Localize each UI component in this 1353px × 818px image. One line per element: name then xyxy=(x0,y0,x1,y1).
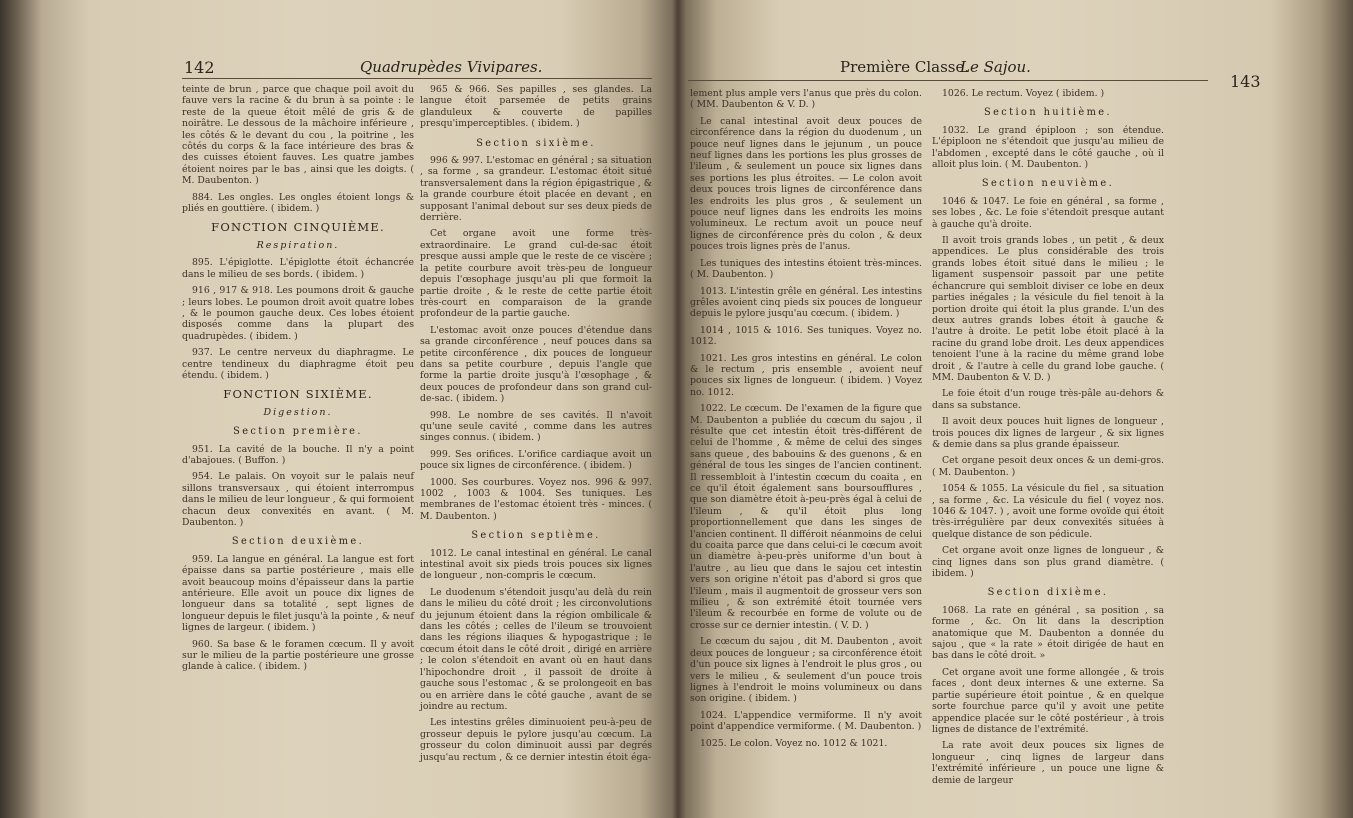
paragraph: 959. La langue en général. La langue est fort épaisse dans sa partie postérieure , mais elle avoit beaucoup moins d'épaisseur dans la partie antérieure. Elle avoit un pouce dix lignes de longueur dans sa totalité , sept lignes de longueur depuis le filet jusqu'à la pointe , & neuf lignes de largeur. ( ibidem. ) xyxy=(182,553,414,634)
paragraph: 1022. Le cœcum. De l'examen de la figure que M. Daubenton a publiée du cœcum du sajou , il résulte que cet intestin étoit très-différent de celui de l'homme , & même de celui des singes sans queue , des babouins & des guenons , & en général de tous les singes de l'ancien continent. Il ressembloit à l'intestin cœcum du coaita , en ce qu'il étoit également sans boursoufflures , que son diamètre étoit à-peu-près égal à celui de l'ileum , & qu'il étoit plus long proportionnellement que dans les singes de l'ancien continent. Il différoit néanmoins de celui du coaita parce que dans celui-ci le cœcum avoit un diamètre à-peu-près uniforme d'un bout à l'autre , au lieu que dans le sajou cet intestin vers son origine n'étoit pas d'abord si gros que l'ileum , mais il augmentoit de grosseur vers son milieu , & son extrémité étoit tournée vers l'ileum & recourbée en forme de volute ou de crosse sur ce dernier intestin. ( V. D. ) xyxy=(690,403,922,631)
section-heading: FONCTION SIXIÈME. xyxy=(223,387,373,402)
running-title: Quadrupèdes Vivipares. xyxy=(360,58,543,76)
section-heading: Digestion. xyxy=(263,406,333,418)
right-column-1 xyxy=(690,88,922,754)
paragraph: 1068. La rate en général , sa position , sa forme , &c. On lit dans la description anatomique que M. Daubenton a donnée du sajou , que « la rate » étoit dirigée de haut en bas dans le côté droit. » xyxy=(932,604,1164,662)
paragraph: Le cœcum du sajou , dit M. Daubenton , avoit deux pouces de longueur ; sa circonférence étoit d'un pouce six lignes à l'endroit le plus gros , ou vers le milieu , & seulement d'un pouce trois lignes à l'endroit le moins volumineux ou dans son origine. ( ibidem. ) xyxy=(690,636,922,705)
paragraph: 937. Le centre nerveux du diaphragme. Le centre tendineux du diaphragme étoit peu étendu. ( ibidem. ) xyxy=(182,347,414,381)
paragraph: 895. L'épiglotte. L'épiglotte étoit échancrée dans le milieu de ses bords. ( ibidem. ) xyxy=(182,257,414,280)
paragraph: 1013. L'intestin grêle en général. Les intestins grêles avoient cinq pieds six pouces de longueur depuis le pylore jusqu'au cœcum. ( ibidem. ) xyxy=(690,285,922,320)
paragraph: Le duodenum s'étendoit jusqu'au delà du rein dans le milieu du côté droit ; les circonvolutions du jejunum étoient dans la région ombilicale & dans les côtés ; celles de l'ileum se trouvoient dans les régions iliaques & hypogastrique ; le cœcum étoit dans le côté droit , dirigé en arrière ; le colon s'étendoit en avant où en haut dans l'hipochondre droit , il passoit de droite à gauche sous l'estomac , & se prolongeoit en bas ou en arrière dans le côté gauche , avant de se joindre au rectum. xyxy=(420,586,652,712)
left-page xyxy=(0,0,676,818)
paragraph: 1046 & 1047. Le foie en général , sa forme , ses lobes , &c. Le foie s'étendoit presque autant à gauche qu'à droite. xyxy=(932,195,1164,230)
paragraph: Les tuniques des intestins étoient très-minces. ( M. Daubenton. ) xyxy=(690,257,922,281)
right-column-2 xyxy=(932,88,1164,791)
paragraph: 1026. Le rectum. Voyez ( ibidem. ) xyxy=(942,88,1105,99)
paragraph: 1025. Le colon. Voyez no. 1012 & 1021. xyxy=(700,737,888,749)
paragraph: L'estomac avoit onze pouces d'étendue dans sa grande circonférence , neuf pouces dans sa petite circonférence , dix pouces de longueur dans sa petite courbure , depuis l'angle que forme la partie droite jusqu'à l'œsophage , & deux pouces de profondeur dans son grand cul-de-sac. ( ibidem. ) xyxy=(420,324,652,405)
paragraph: Cet organe avoit une forme très-extraordinaire. Le grand cul-de-sac étoit presque aussi ample que le reste de ce viscère ; la petite courbure avoit très-peu de longueur depuis l'œsophage jusqu'au pli que formoit la partie droite , & le reste de cette partie étoit très-court en comparaison de la grande profondeur de la partie gauche. xyxy=(420,228,652,320)
paragraph: 954. Le palais. On voyoit sur le palais neuf sillons transversaux , qui étoient interrompus dans le milieu de leur longueur , & qui formoient chacun deux convexités en avant. ( M. Daubenton. ) xyxy=(182,471,414,528)
paragraph: 1024. L'appendice vermiforme. Il n'y avoit point d'appendice vermiforme. ( M. Daubenton. ) xyxy=(690,709,922,733)
paragraph: 1054 & 1055. La vésicule du fiel , sa situation , sa forme , &c. La vésicule du fiel ( voyez nos. 1046 & 1047. ) , avoit une forme ovoïde qui étoit très-irrégulière par deux convexités situées à quelque distance de son pédicule. xyxy=(932,483,1164,540)
paragraph: 965 & 966. Ses papilles , ses glandes. La langue étoit parsemée de petits grains glanduleux & couverte de papilles presqu'imperceptibles. ( ibidem. ) xyxy=(420,84,652,130)
running-title-class: Première Classe. xyxy=(840,58,970,76)
paragraph: 1000. Ses courbures. Voyez nos. 996 & 997. 1002 , 1003 & 1004. Ses tuniques. Les membranes de l'estomac étoient très - minces. ( M. Daubenton. ) xyxy=(420,476,652,522)
paragraph: teinte de brun , parce que chaque poil avoit du fauve vers la racine & du brun à sa pointe : le reste de la queue étoit mêlé de gris & de noirâtre. Le dessous de la mâchoire inférieure , les côtés & le devant du cou , la poitrine , les côtés du corps & la face intérieure des bras & des cuisses étoient fauves. Les quatre jambes étoient noires par le bas , ainsi que les doigts. ( M. Daubenton. ) xyxy=(182,84,414,187)
section-heading: Section neuvième. xyxy=(981,178,1115,190)
left-column-1 xyxy=(182,84,414,678)
paragraph: 1021. Les gros intestins en général. Le colon & le rectum , pris ensemble , avoient neuf pouces six lignes de longueur. ( ibidem. ) Voyez no. 1012. xyxy=(690,352,922,398)
header-rule xyxy=(182,78,652,79)
page-number: 142 xyxy=(184,58,215,77)
paragraph: La rate avoit deux pouces six lignes de longueur , cinq lignes de largeur dans l'extrémité inférieure , un pouce une ligne & demie de largeur xyxy=(932,740,1164,786)
section-heading: Section huitième. xyxy=(983,107,1112,119)
paragraph: Il avoit trois grands lobes , un petit , & deux appendices. Le plus considérable des trois grands lobes étoit situé dans le milieu ; le ligament suspensoir passoit par une petite échancrure qui sembloit diviser ce lobe en deux parties inégales ; la vésicule du fiel tenoit à la portion droite qui étoit la plus grande. L'un des deux autres grands lobes étoit à gauche & l'autre à droite. Le petit lobe étoit placé à la racine du grand lobe droit. Les deux appendices tenoient l'une à la racine du même grand lobe droit , & l'autre à celle du grand lobe gauche. ( MM. Daubenton & V. D. ) xyxy=(932,235,1164,383)
page-number: 143 xyxy=(1230,72,1261,91)
paragraph: Le foie étoit d'un rouge très-pâle au-dehors & dans sa substance. xyxy=(932,388,1164,411)
section-heading: Section sixième. xyxy=(476,137,596,149)
running-title-species: Le Sajou. xyxy=(960,58,1031,76)
paragraph: 996 & 997. L'estomac en général ; sa situation , sa forme , sa grandeur. L'estomac étoit situé transversalement dans la région épigastrique , & la grande courbure étoit placée en devant , en supposant l'animal debout sur ses deux pieds de derrière. xyxy=(420,155,652,224)
section-heading: Respiration. xyxy=(256,239,340,251)
paragraph: Le canal intestinal avoit deux pouces de circonférence dans la région du duodenum , un pouce neuf lignes dans le jejunum , un pouce neuf lignes dans les portions les plus grosses de l'ileum , & seulement un pouce six lignes dans ses portions les plus étroites. — Le colon avoit deux pouces trois lignes de circonférence dans les endroits les plus gros , & seulement un pouce neuf lignes dans les endroits les moins volumineux. Le rectum avoit un pouce neuf lignes de circonférence près du colon , & deux pouces trois lignes près de l'anus. xyxy=(690,115,922,253)
right-page xyxy=(678,0,1353,818)
paragraph: 998. Le nombre de ses cavités. Il n'avoit qu'une seule cavité , comme dans les autres singes connus. ( ibidem. ) xyxy=(420,409,652,444)
section-heading: Section deuxième. xyxy=(231,536,365,548)
paragraph: 916 , 917 & 918. Les poumons droit & gauche ; leurs lobes. Le poumon droit avoit quatre lobes , & le poumon gauche deux. Ces lobes étoient disposés comme dans la plupart des quadrupèdes. ( ibidem. ) xyxy=(182,285,414,342)
paragraph: lement plus ample vers l'anus que près du colon. ( MM. Daubenton & V. D. ) xyxy=(690,88,922,111)
section-heading: Section septième. xyxy=(471,530,601,542)
paragraph: 1032. Le grand épiploon ; son étendue. L'épiploon ne s'étendoit que jusqu'au milieu de l'abdomen , excepté dans le côté gauche , où il alloit plus loin. ( M. Daubenton. ) xyxy=(932,124,1164,171)
paragraph: 1012. Le canal intestinal en général. Le canal intestinal avoit six pieds trois pouces six lignes de longueur , non-compris le cœcum. xyxy=(420,547,652,582)
left-column-2 xyxy=(420,84,652,768)
paragraph: Les intestins grêles diminuoient peu-à-peu de grosseur depuis le pylore jusqu'au cœcum. La grosseur du colon diminuoit aussi par degrés jusqu'au rectum , & ce dernier intestin étoit éga- xyxy=(420,717,652,763)
paragraph: 1014 , 1015 & 1016. Ses tuniques. Voyez no. 1012. xyxy=(690,324,922,348)
section-heading: FONCTION CINQUIÈME. xyxy=(211,220,385,235)
paragraph: 999. Ses orifices. L'orifice cardiaque avoit un pouce six lignes de circonférence. ( ibidem. ) xyxy=(420,448,652,472)
section-heading: Section première. xyxy=(233,426,363,438)
paragraph: Cet organe avoit une forme allongée , & trois faces , dont deux internes & une externe. Sa partie supérieure étoit pointue , & en quelque sorte fourchue parce qu'il y avoit une petite appendice placée sur le côté postérieur , à trois lignes de distance de l'extrémité. xyxy=(932,666,1164,735)
header-rule xyxy=(688,80,1208,81)
section-heading: Section dixième. xyxy=(987,587,1109,599)
paragraph: 960. Sa base & le foramen cœcum. Il y avoit sur le milieu de la partie postérieure une grosse glande à calice. ( ibidem. ) xyxy=(182,638,414,673)
paragraph: Cet organe avoit onze lignes de longueur , & cinq lignes dans son plus grand diamètre. ( ibidem. ) xyxy=(932,545,1164,580)
paragraph: Cet organe pesoit deux onces & un demi-gros. ( M. Daubenton. ) xyxy=(932,455,1164,478)
paragraph: 951. La cavité de la bouche. Il n'y a point d'abajoues. ( Buffon. ) xyxy=(182,443,414,466)
paragraph: Il avoit deux pouces huit lignes de longueur , trois pouces dix lignes de largeur , & six lignes & demie dans sa plus grande épaisseur. xyxy=(932,416,1164,450)
paragraph: 884. Les ongles. Les ongles étoient longs & pliés en gouttière. ( ibidem. ) xyxy=(182,191,414,215)
